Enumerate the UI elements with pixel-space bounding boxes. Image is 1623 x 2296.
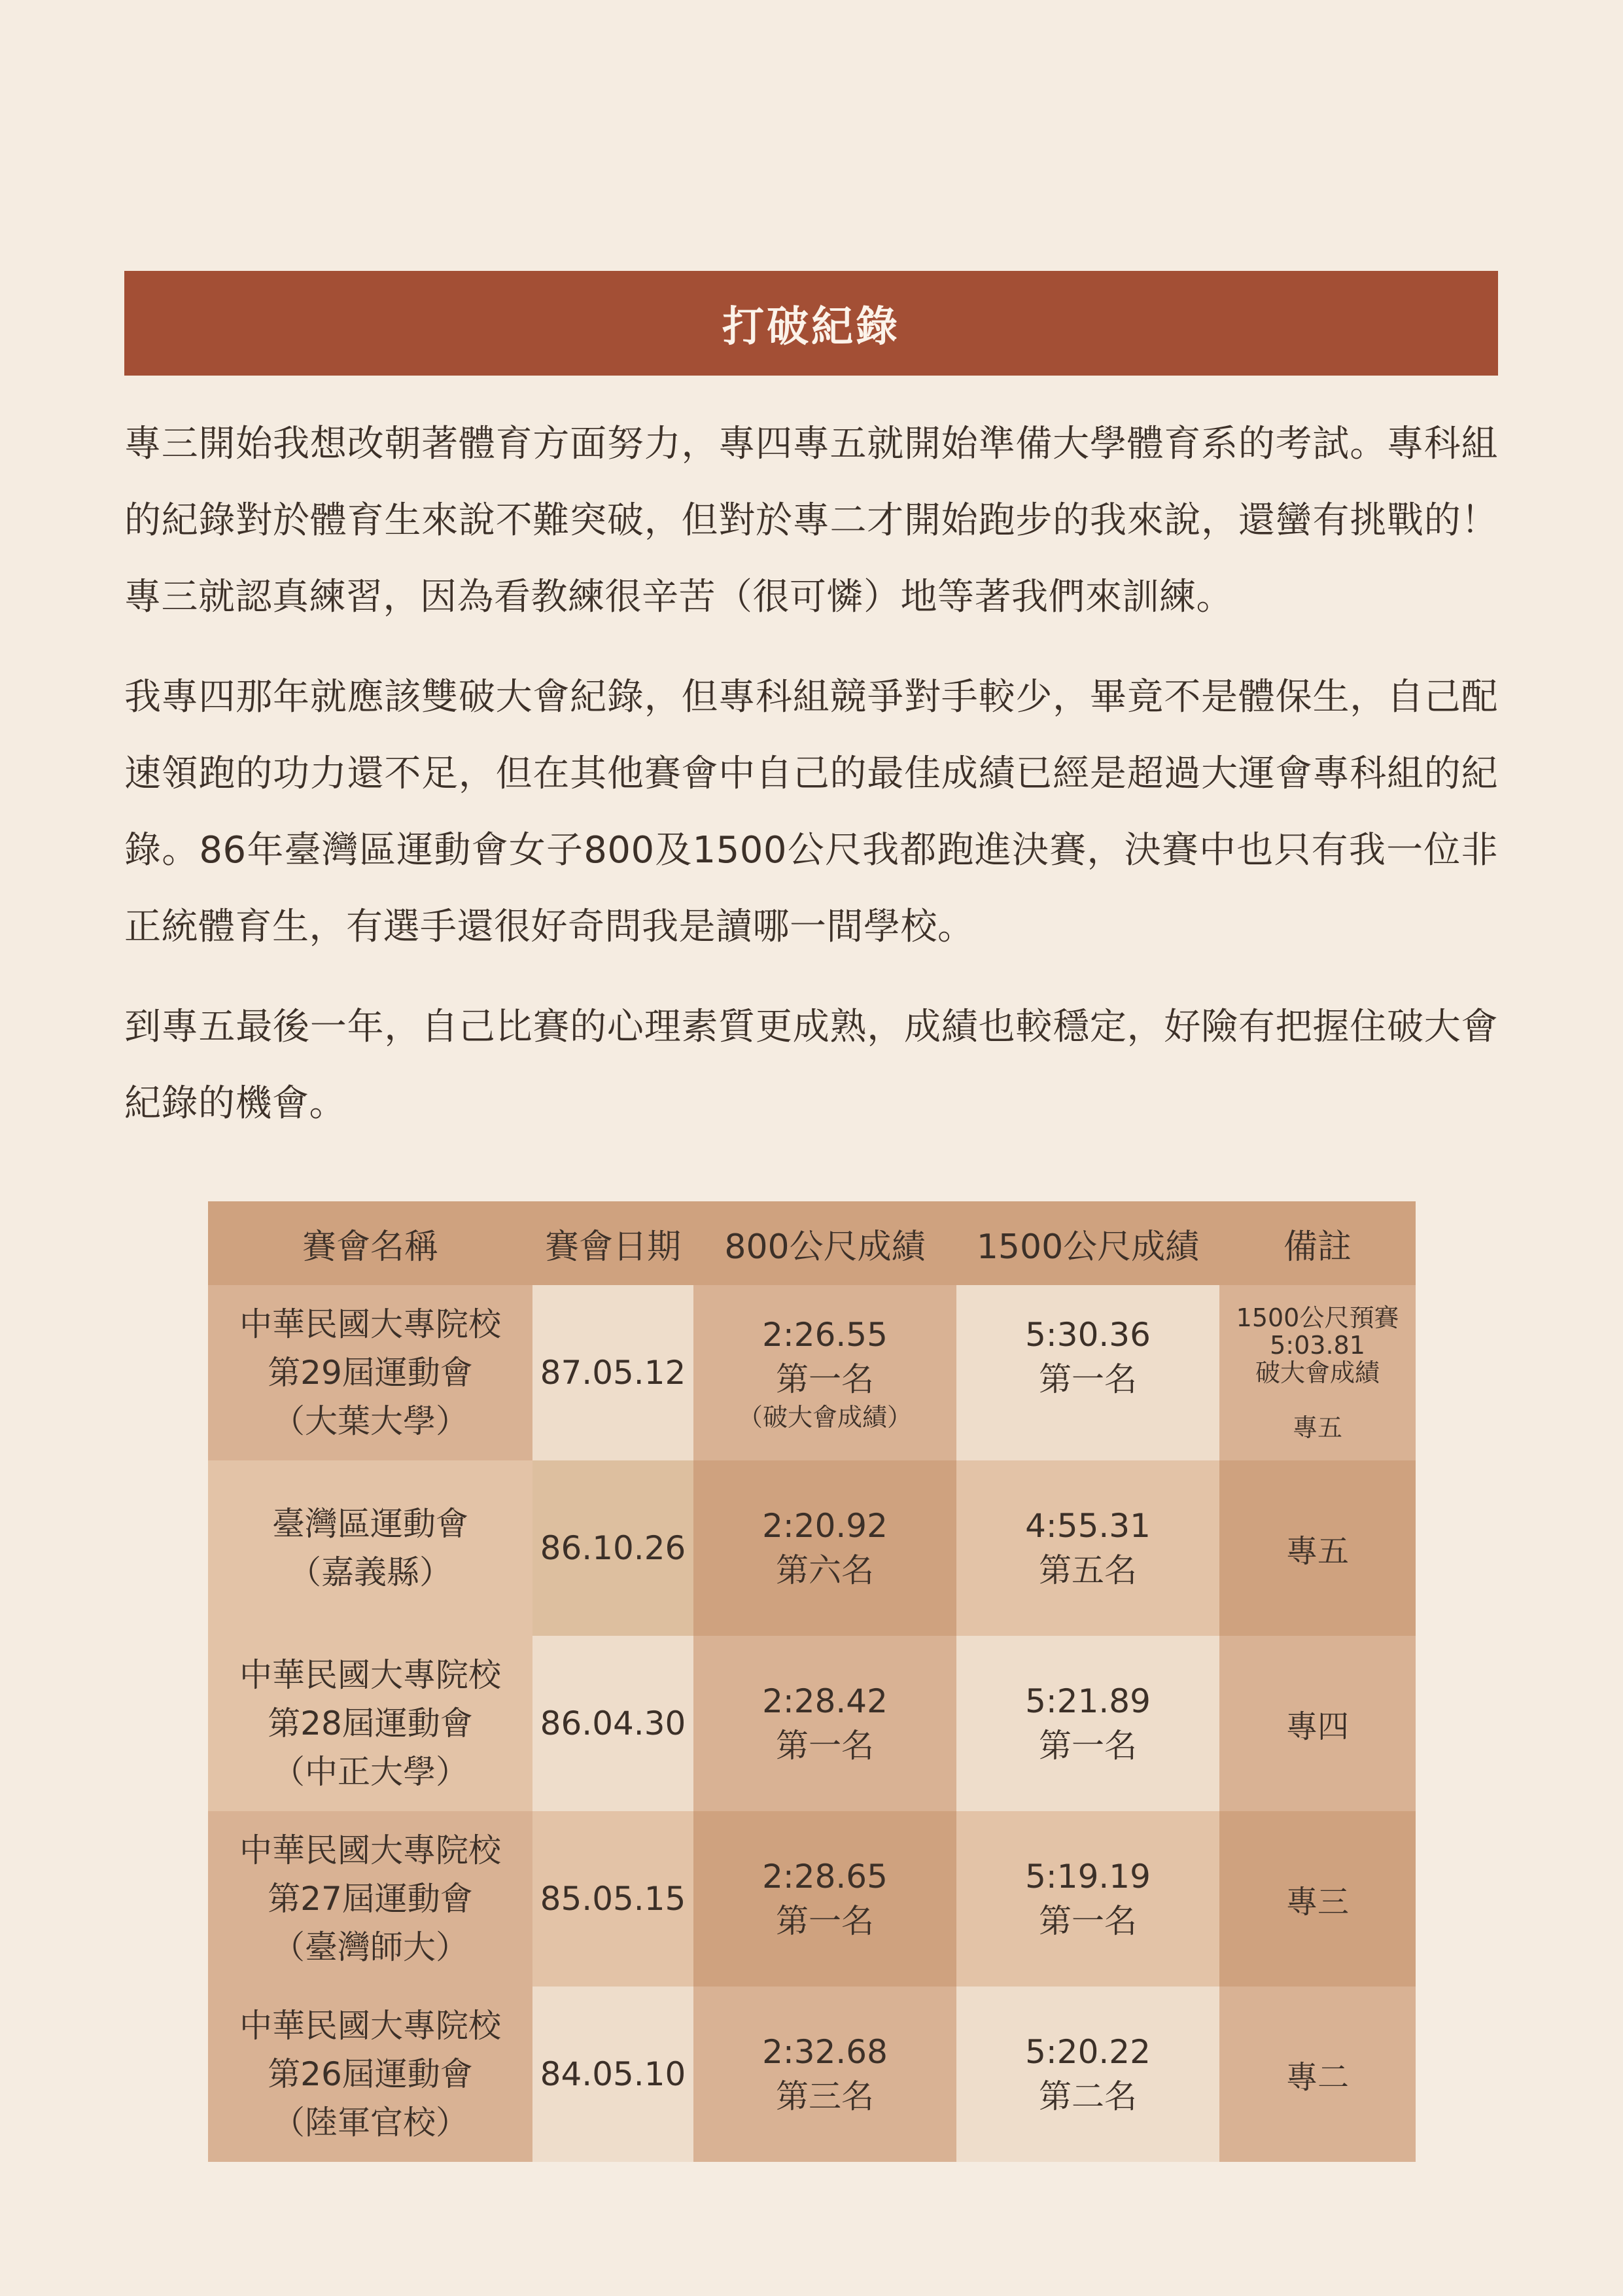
competition-records-table xyxy=(208,1201,1416,2162)
table-row xyxy=(208,1460,1416,1636)
article-body xyxy=(124,406,1498,1165)
remarks-cell: 專五 xyxy=(1219,1460,1416,1636)
result-time: 4:55.31 xyxy=(1025,1507,1151,1545)
result-1500m-cell xyxy=(956,1987,1219,2162)
event-name-line: 中華民國大專院校 xyxy=(239,1305,501,1343)
event-name-line: 中華民國大專院校 xyxy=(239,1831,501,1869)
remarks-cell: 專二 xyxy=(1219,1987,1416,2162)
event-name-line: （臺灣師大） xyxy=(272,1928,468,1966)
event-name-line: 第29屆運動會 xyxy=(268,1354,473,1392)
event-name-line: 臺灣區運動會 xyxy=(272,1505,468,1543)
table-row xyxy=(208,1285,1416,1460)
header-remarks: 備註 xyxy=(1219,1201,1416,1285)
remarks-cell: 專四 xyxy=(1219,1636,1416,1811)
table-header-row xyxy=(208,1201,1416,1285)
header-800m-result: 800公尺成績 xyxy=(693,1201,956,1285)
remarks-line: 1500公尺預賽 xyxy=(1236,1303,1399,1332)
event-date-cell: 85.05.15 xyxy=(532,1811,693,1987)
remarks-line: 5:03.81 xyxy=(1270,1331,1365,1360)
result-rank: 第五名 xyxy=(1039,1551,1137,1589)
header-1500m-result: 1500公尺成績 xyxy=(956,1201,1219,1285)
result-time: 5:21.89 xyxy=(1025,1682,1151,1720)
result-1500m-cell xyxy=(956,1460,1219,1636)
result-rank: 第一名 xyxy=(1039,1902,1137,1940)
table-row xyxy=(208,1987,1416,2162)
result-rank: 第三名 xyxy=(776,2077,874,2115)
event-name-line: （中正大學） xyxy=(272,1753,468,1791)
header-event-name: 賽會名稱 xyxy=(208,1201,532,1285)
event-name-line: （嘉義縣） xyxy=(288,1553,452,1591)
event-name-line: （大葉大學） xyxy=(272,1402,468,1440)
result-rank: 第一名 xyxy=(1039,1727,1137,1765)
header-event-date: 賽會日期 xyxy=(532,1201,693,1285)
event-name-cell xyxy=(208,1460,532,1636)
result-time: 2:28.65 xyxy=(762,1858,888,1896)
remarks-cell xyxy=(1219,1285,1416,1460)
remarks-line: 破大會成績 xyxy=(1255,1358,1380,1387)
event-name-line: 第27屆運動會 xyxy=(268,1880,473,1918)
event-date-cell: 84.05.10 xyxy=(532,1987,693,2162)
paragraph: 到專五最後一年，自己比賽的心理素質更成熟，成績也較穩定，好險有把握住破大會紀錄的機會。 xyxy=(124,1006,1498,1125)
result-800m-cell xyxy=(693,1987,956,2162)
event-name-line: 第26屆運動會 xyxy=(268,2055,473,2093)
result-time: 2:28.42 xyxy=(762,1682,888,1720)
event-name-line: （陸軍官校） xyxy=(272,2104,468,2142)
paragraph: 專三開始我想改朝著體育方面努力，專四專五就開始準備大學體育系的考試。專科組的紀錄對於體育生來說不難突破，但對於專二才開始跑步的我來說，還蠻有挑戰的！專三就認真練習，因為看教練很辛苦（很可憐）地等著我們來訓練。 xyxy=(124,423,1498,618)
result-rank: 第一名 xyxy=(776,1727,874,1765)
event-date-cell: 86.10.26 xyxy=(532,1460,693,1636)
result-rank: 第六名 xyxy=(776,1551,874,1589)
event-name-line: 中華民國大專院校 xyxy=(239,2007,501,2045)
result-time: 2:20.92 xyxy=(762,1507,888,1545)
result-rank: 第一名 xyxy=(776,1360,874,1398)
result-time: 5:19.19 xyxy=(1025,1858,1151,1896)
remarks-cell: 專三 xyxy=(1219,1811,1416,1987)
event-name-cell xyxy=(208,1811,532,1987)
event-name-line: 中華民國大專院校 xyxy=(239,1656,501,1694)
event-name-line: 第28屆運動會 xyxy=(268,1704,473,1742)
result-1500m-cell xyxy=(956,1285,1219,1460)
result-800m-cell xyxy=(693,1636,956,1811)
event-date-cell: 86.04.30 xyxy=(532,1636,693,1811)
result-1500m-cell xyxy=(956,1636,1219,1811)
result-rank: 第一名 xyxy=(1039,1360,1137,1398)
event-name-cell xyxy=(208,1987,532,2162)
event-date-cell: 87.05.12 xyxy=(532,1285,693,1460)
event-name-cell xyxy=(208,1285,532,1460)
result-note: （破大會成績） xyxy=(737,1403,912,1432)
result-800m-cell xyxy=(693,1285,956,1460)
result-time: 5:20.22 xyxy=(1025,2033,1151,2071)
result-rank: 第一名 xyxy=(776,1902,874,1940)
result-time: 2:26.55 xyxy=(762,1316,888,1354)
section-title-bar xyxy=(124,271,1498,376)
result-800m-cell xyxy=(693,1811,956,1987)
table-row xyxy=(208,1811,1416,1987)
result-rank: 第二名 xyxy=(1039,2077,1137,2115)
remarks-line: 專五 xyxy=(1292,1413,1342,1442)
result-1500m-cell xyxy=(956,1811,1219,1987)
paragraph: 我專四那年就應該雙破大會紀錄，但專科組競爭對手較少，畢竟不是體保生，自己配速領跑的功力還不足，但在其他賽會中自己的最佳成績已經是超過大運會專科組的紀錄。86年臺灣區運動會女子800及1500公尺我都跑進決賽，決賽中也只有我一位非正統體育生，有選手還很好奇問我是讀哪一間學校。 xyxy=(124,676,1498,948)
result-800m-cell xyxy=(693,1460,956,1636)
result-time: 2:32.68 xyxy=(762,2033,888,2071)
result-time: 5:30.36 xyxy=(1025,1316,1151,1354)
table-row xyxy=(208,1636,1416,1811)
event-name-cell xyxy=(208,1636,532,1811)
section-title: 打破紀錄 xyxy=(722,303,900,351)
